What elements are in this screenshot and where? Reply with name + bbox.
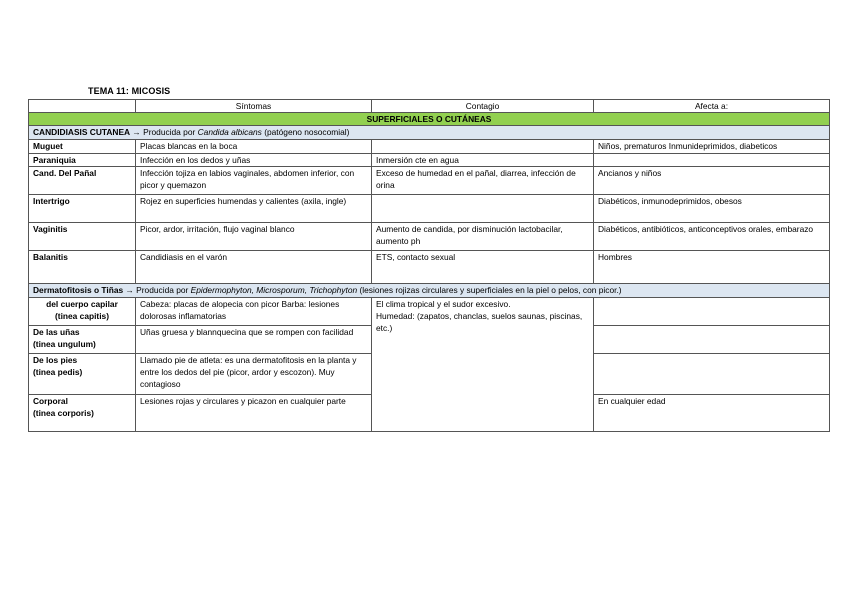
row-sintomas: Picor, ardor, irritación, flujo vaginal blanco (136, 222, 372, 250)
row-name: Balanitis (29, 250, 136, 283)
table-row (29, 250, 830, 283)
group-pre: Producida por (136, 284, 189, 295)
group-organism: Candida albicans (197, 127, 262, 138)
row-name-main: De los pies (33, 354, 78, 365)
row-name: Cand. Del Pañal (29, 166, 136, 194)
row-name (29, 297, 136, 325)
row-sintomas: Cabeza: placas de alopecia con picor Barba: lesiones dolorosas inflamatorias (136, 297, 372, 325)
row-afecta (594, 153, 830, 166)
row-name-main: del cuerpo capilar (46, 298, 118, 309)
row-afecta: Ancianos y niños (594, 166, 830, 194)
row-contagio: Exceso de humedad en el pañal, diarrea, infección de orina (372, 166, 594, 194)
row-name: Muguet (29, 140, 136, 153)
row-afecta: En cualquier edad (594, 394, 830, 431)
row-name (29, 353, 136, 394)
group-title: CANDIDIASIS CUTANEA (33, 127, 131, 138)
row-afecta: Diabéticos, inmunodeprimidos, obesos (594, 194, 830, 222)
row-afecta: Diabéticos, antibióticos, anticonceptivos orales, embarazo (594, 222, 830, 250)
group-title: Dermatofitosis o Tiñas (33, 284, 124, 295)
group-row-dermatofitosis (29, 283, 830, 297)
row-name: Intertrigo (29, 194, 136, 222)
row-sintomas: Uñas gruesa y blannquecina que se rompen con facilidad (136, 325, 372, 353)
row-contagio (372, 140, 594, 153)
row-afecta: Niños, prematuros Inmunideprimidos, diabeticos (594, 140, 830, 153)
table-row (29, 297, 830, 325)
row-sintomas: Infección tojiza en labios vaginales, abdomen inferior, con picor y quemazon (136, 166, 372, 194)
header-row (29, 100, 830, 113)
row-contagio: ETS, contacto sexual (372, 250, 594, 283)
header-sintomas: Síntomas (136, 100, 372, 113)
row-name-sub: (tinea pedis) (33, 367, 83, 378)
page-title: TEMA 11: MICOSIS (88, 86, 171, 96)
group-organisms: Epidermophyton, Microsporum, Trichophyton (190, 284, 358, 295)
micosis-table (28, 99, 830, 432)
contagio-line-2: Humedad: (zapatos, chanclas, suelos saunas, piscinas, etc.) (376, 311, 583, 334)
row-contagio: Aumento de candida, por disminución lactobacilar, aumento ph (372, 222, 594, 250)
group-row-candidiasis (29, 126, 830, 140)
row-contagio: Inmersión cte en agua (372, 153, 594, 166)
row-name: Vaginitis (29, 222, 136, 250)
table-row (29, 194, 830, 222)
row-sintomas: Lesiones rojas y circulares y picazon en cualquier parte (136, 394, 372, 431)
group-post: (lesiones rojizas circulares y superficiales en la piel o pelos, con picor.) (359, 284, 622, 295)
row-sintomas: Infección en los dedos y uñas (136, 153, 372, 166)
header-afecta: Afecta a: (594, 100, 830, 113)
row-name (29, 394, 136, 431)
row-name-sub: (tinea capitis) (55, 311, 109, 322)
section-title: SUPERFICIALES O CUTÁNEAS (29, 113, 830, 126)
table-row (29, 222, 830, 250)
contagio-line-1: El clima tropical y el sudor excesivo. (376, 298, 511, 309)
table-row (29, 140, 830, 153)
row-sintomas: Llamado pie de atleta: es una dermatofitosis en la planta y entre los dedos del pie (picor, ardor y escozon). Muy contagioso (136, 353, 372, 394)
row-name-sub: (tinea corporis) (33, 408, 94, 419)
row-sintomas: Rojez en superficies humendas y calientes (axila, ingle) (136, 194, 372, 222)
row-afecta (594, 353, 830, 394)
section-row (29, 113, 830, 126)
row-name-main: De las uñas (33, 326, 80, 337)
table-row (29, 166, 830, 194)
row-contagio (372, 194, 594, 222)
group-dermatofitosis (29, 283, 830, 297)
row-afecta (594, 297, 830, 325)
tinea-contagio (372, 297, 594, 431)
row-sintomas: Placas blancas en la boca (136, 140, 372, 153)
row-afecta (594, 325, 830, 353)
row-name (29, 325, 136, 353)
row-name-main: Corporal (33, 395, 68, 406)
arrow-icon: → (125, 284, 134, 295)
row-afecta: Hombres (594, 250, 830, 283)
table-row (29, 153, 830, 166)
row-name-sub: (tinea ungulum) (33, 339, 96, 350)
group-post: (patógeno nosocomial) (264, 127, 350, 138)
header-contagio: Contagio (372, 100, 594, 113)
row-sintomas: Candidiasis en el varón (136, 250, 372, 283)
arrow-icon: → (132, 127, 141, 138)
row-name: Paraniquia (29, 153, 136, 166)
header-cell-blank (29, 100, 136, 113)
group-candidiasis (29, 126, 830, 140)
group-pre: Producida por (143, 127, 196, 138)
